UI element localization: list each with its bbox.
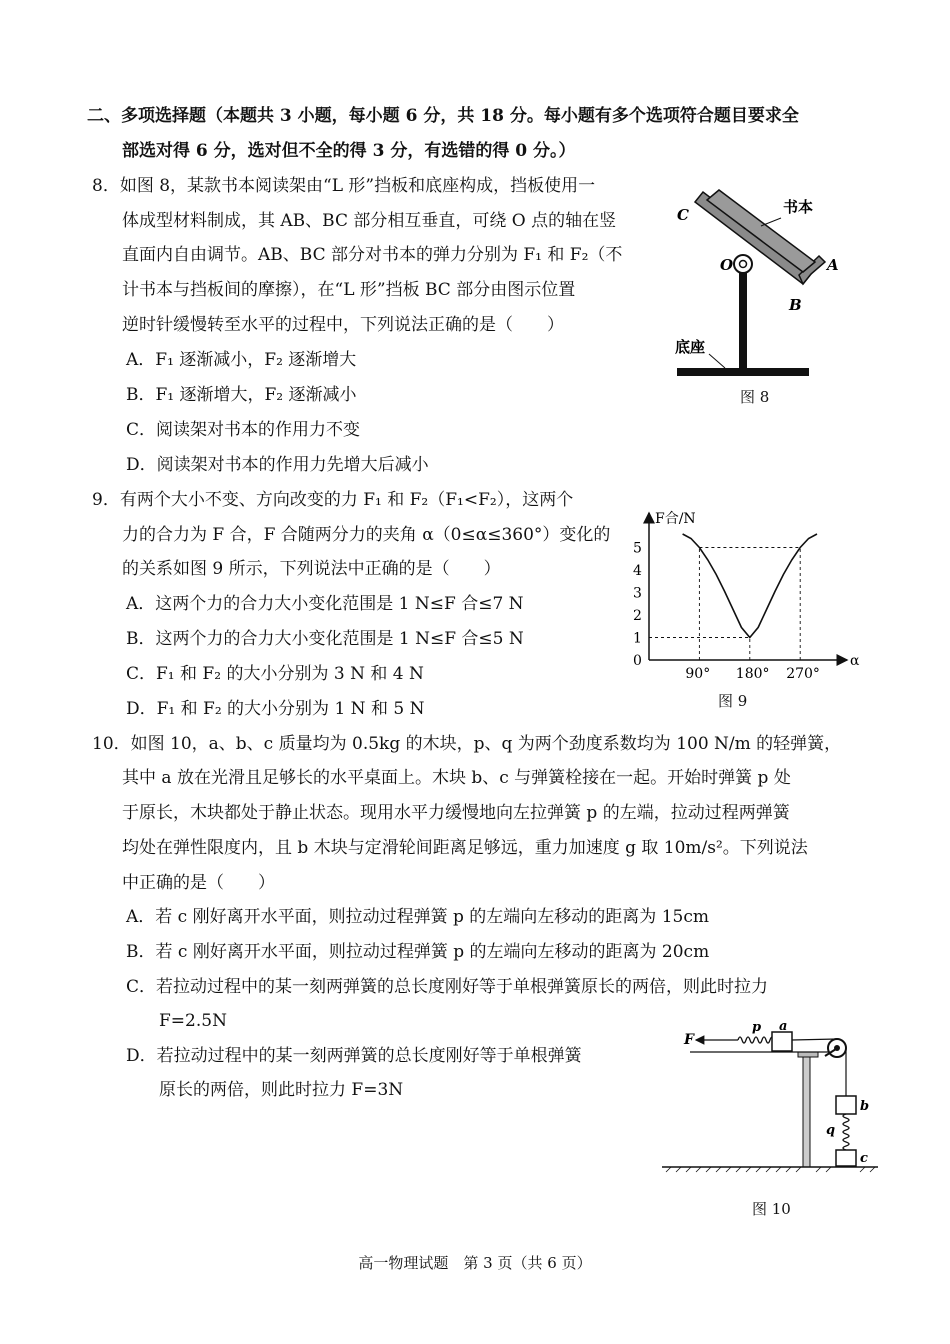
y-tick-label: 4 — [633, 563, 642, 579]
q10-stem-line: 10．如图 10，a、b、c 质量均为 0.5kg 的木块，p、q 为两个劲度系数均为 100 N/m 的轻弹簧， — [92, 734, 842, 754]
figure-9-chart — [625, 505, 865, 685]
x-tick-label: 90° — [685, 666, 711, 682]
q8-stem-line: 8．如图 8，某款书本阅读架由“L 形”挡板和底座构成，挡板使用一 — [92, 176, 596, 196]
pivot-center — [740, 261, 747, 268]
q8-stem-line: 直面内自由调节。AB、BC 部分对书本的弹力分别为 F₁ 和 F₂（不 — [122, 245, 623, 265]
block-c — [836, 1150, 856, 1166]
q10-option-c-cont: F=2.5N — [159, 1011, 227, 1031]
label-b: B — [789, 296, 802, 314]
figure-8-caption: 图 8 — [740, 388, 770, 406]
stand-post — [739, 273, 747, 370]
figure-10-apparatus — [660, 1020, 880, 1180]
y-tick-label: 2 — [633, 608, 642, 624]
y-tick-label: 5 — [633, 540, 642, 557]
figure-9-caption: 图 9 — [718, 692, 748, 710]
table-leg — [803, 1057, 810, 1167]
q9-option-a: A．这两个力的合力大小变化范围是 1 N≤F 合≤7 N — [126, 594, 524, 614]
y-tick-label: 1 — [633, 630, 642, 647]
q9-option-c: C．F₁ 和 F₂ 的大小分别为 3 N 和 4 N — [126, 664, 424, 684]
block-b — [836, 1096, 856, 1114]
figure-10-caption: 图 10 — [752, 1200, 791, 1218]
q10-option-d: D．若拉动过程中的某一刻两弹簧的总长度刚好等于单根弹簧 — [126, 1046, 582, 1066]
label-a: A — [827, 256, 839, 274]
q9-stem-line: 力的合力为 F 合，F 合随两分力的夹角 α（0≤α≤360°）变化的 — [122, 525, 611, 545]
figure-8-reading-stand — [665, 180, 855, 410]
section-header-line2: 部选对得 6 分，选对但不全的得 3 分，有选错的得 0 分。） — [122, 141, 576, 161]
q8-stem-line: 体成型材料制成，其 AB、BC 部分相互垂直，可绕 O 点的轴在竖 — [122, 211, 617, 231]
reference-lines — [649, 548, 800, 661]
q10-stem-line: 中正确的是（ ） — [122, 873, 275, 893]
q10-stem-line: 于原长，木块都处于静止状态。现用水平力缓慢地向左拉弹簧 p 的左端，拉动过程两弹簧 — [122, 803, 790, 823]
y-tick-label: 0 — [633, 653, 642, 669]
q8-stem-line: 计书本与挡板间的摩擦），在“L 形”挡板 BC 部分由图示位置 — [122, 280, 576, 300]
label-book: 书本 — [783, 198, 814, 216]
q8-option-d: D．阅读架对书本的作用力先增大后减小 — [126, 455, 429, 475]
section-header-line1: 二、多项选择题（本题共 3 小题，每小题 6 分，共 18 分。每小题有多个选项符合题目要求全 — [87, 106, 799, 126]
label-p: p — [752, 1020, 762, 1035]
rope-horizontal — [792, 1039, 837, 1040]
table-top — [798, 1052, 818, 1057]
label-c: c — [860, 1151, 868, 1166]
q9-option-b: B．这两个力的合力大小变化范围是 1 N≤F 合≤5 N — [126, 629, 524, 649]
q9-stem-line: 9．有两个大小不变、方向改变的力 F₁ 和 F₂（F₁<F₂），这两个 — [92, 490, 574, 510]
q8-option-b: B．F₁ 逐渐增大，F₂ 逐渐减小 — [126, 385, 357, 405]
series-curve — [683, 534, 817, 638]
q8-option-a: A．F₁ 逐渐减小，F₂ 逐渐增大 — [126, 350, 357, 370]
spring-q — [843, 1114, 849, 1150]
label-f: F — [684, 1032, 694, 1048]
book-leader-line — [761, 218, 781, 226]
y-tick-label: 3 — [633, 585, 642, 602]
page-footer: 高一物理试题 第 3 页（共 6 页） — [358, 1254, 592, 1272]
y-axis-label: F合/N — [655, 511, 696, 527]
q8-option-c: C．阅读架对书本的作用力不变 — [126, 420, 361, 440]
block-a — [772, 1032, 792, 1051]
q9-option-d: D．F₁ 和 F₂ 的大小分别为 1 N 和 5 N — [126, 699, 425, 719]
q10-option-a: A．若 c 刚好离开水平面，则拉动过程弹簧 p 的左端向左移动的距离为 15cm — [126, 907, 709, 927]
label-base: 底座 — [675, 338, 706, 356]
x-tick-label: 180° — [735, 666, 770, 682]
q10-option-c: C．若拉动过程中的某一刻两弹簧的总长度刚好等于单根弹簧原长的两倍，则此时拉力 — [126, 977, 769, 997]
stand-base — [677, 368, 809, 376]
label-q: q — [826, 1123, 836, 1138]
q8-stem-line: 逆时针缓慢转至水平的过程中，下列说法正确的是（ ） — [122, 315, 564, 335]
axis-ticks — [633, 541, 820, 683]
base-leader-line — [709, 354, 725, 368]
q10-option-b: B．若 c 刚好离开水平面，则拉动过程弹簧 p 的左端向左移动的距离为 20cm — [126, 942, 710, 962]
label-o: O — [720, 256, 734, 274]
q10-stem-line: 其中 a 放在光滑且足够长的水平桌面上。木块 b、c 与弹簧栓接在一起。开始时弹簧 p 处 — [122, 768, 791, 788]
x-axis-label: α — [850, 653, 860, 669]
label-b: b — [860, 1099, 870, 1114]
q10-option-d-cont: 原长的两倍，则此时拉力 F=3N — [159, 1080, 404, 1100]
label-c: C — [677, 206, 689, 224]
q10-stem-line: 均处在弹性限度内，且 b 木块与定滑轮间距离足够远，重力加速度 g 取 10m/s²。下列说法 — [122, 838, 808, 858]
q9-stem-line: 的关系如图 9 所示，下列说法中正确的是（ ） — [122, 559, 501, 579]
label-a: a — [779, 1020, 788, 1034]
x-tick-label: 270° — [786, 666, 820, 682]
